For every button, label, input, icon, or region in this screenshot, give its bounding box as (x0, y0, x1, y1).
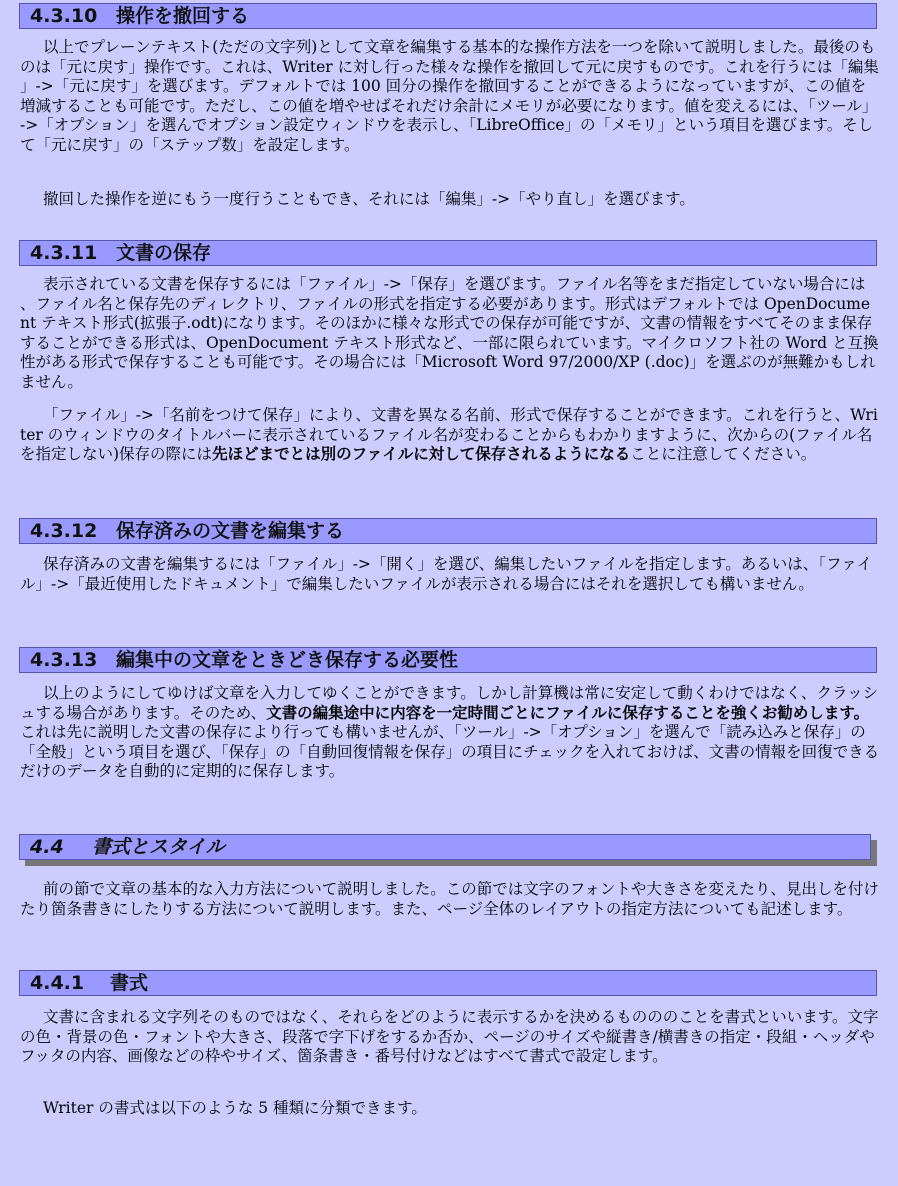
paragraph-autosave-description (20, 684, 880, 782)
paragraph-undo-description: 以上でプレーンテキスト(ただの文字列)として文章を編集する基本的な操作方法を一つを除いて説明しました。最後のものは「元に戻す」操作です。これは、Writer に対し行った様々な操作を撤回して元に戻すものです。これを行うには「編集」->「元に戻す」を選びます。デフォルトでは 100 回分の操作を撤回することができるようになっていますが、この値を増減することも可能です。ただし、この値を増やせばそれだけ余計にメモリが必要になります。値を変えるには、「ツール」->「オプション」を選んでオプション設定ウィンドウを表示し、「LibreOffice」の「メモリ」という項目を選びます。そして「元に戻す」の「ステップ数」を設定します。 (20, 38, 879, 154)
paragraph-format-types: Writer の書式は以下のような 5 種類に分類できます。 (43, 1099, 427, 1117)
heading-title: 操作を撤回する (116, 5, 250, 27)
heading-title: 文書の保存 (116, 242, 212, 264)
paragraph-redo-description: 撤回した操作を逆にもう一度行うこともでき、それには「編集」->「やり直し」を選びます。 (43, 190, 695, 208)
paragraph-format-intro: 前の節で文章の基本的な入力方法について説明しました。この節では文字のフォントや大きさを変えたり、見出しを付けたり箇条書きにしたりする方法について説明します。また、ページ全体のレイアウトの指定方法についても記述します。 (20, 880, 879, 918)
heading-4-4 (19, 834, 871, 860)
save-as-text: 「ファイル」->「名前をつけて保存」により、文書を異なる名前、形式で保存することができます。これを行うと、Writer のウィンドウのタイトルバーに表示されているファイル名が変わることからもわかりますように、次からの(ファイル名を指定しない)保存の際には (20, 406, 878, 464)
heading-4-3-12 (19, 518, 877, 544)
autosave-emphasis: 文書の編集途中に内容を一定時間ごとにファイルに保存することを強くお勧めします。 (266, 703, 870, 722)
save-as-emphasis: 先ほどまでとは別のファイルに対して保存されるようになる (212, 445, 631, 464)
autosave-text: 以上のようにしてゆけば文章を入力してゆくことができます。しかし計算機は常に安定して動くわけではなく、クラッシュする場合があります。そのため、 (20, 684, 879, 722)
heading-4-3-13 (19, 647, 877, 673)
heading-number: 4.3.11 (30, 242, 98, 264)
heading-number: 4.3.10 (30, 5, 98, 27)
heading-title: 書式 (110, 972, 149, 994)
heading-4-3-10 (19, 3, 877, 29)
heading-number: 4.3.13 (30, 649, 98, 671)
save-as-text-end: ことに注意してください。 (630, 445, 817, 464)
heading-number: 4.4.1 (30, 972, 85, 994)
heading-title: 保存済みの文書を編集する (116, 520, 345, 542)
heading-title: 書式とスタイル (92, 836, 225, 858)
paragraph-format-definition: 文書に含まれる文字列そのものではなく、それらをどのように表示するかを決めるものののことを書式といいます。文字の色・背景の色・フォントや大きさ、段落で字下げをするか否か、ページのサイズや縦書き/横書きの指定・段組・ヘッダやフッタの内容、画像などの枠やサイズ、箇条書き・番号付けなどはすべて書式で設定します。 (20, 1008, 879, 1066)
heading-title: 編集中の文章をときどき保存する必要性 (116, 649, 459, 671)
paragraph-save-as-description (20, 406, 880, 465)
paragraph-save-description: 表示されている文書を保存するには「ファイル」->「保存」を選びます。ファイル名等をまだ指定していない場合には、ファイル名と保存先のディレクトリ、ファイルの形式を指定する必要があります。形式はデフォルトでは OpenDocument テキスト形式(拡張子.odt)になります。そのほかに様々な形式での保存が可能ですが、文書の情報をすべてそのまま保存することができる形式は、OpenDocument テキスト形式など、一部に限られています。マイクロソフト社の Word と互換性がある形式で保存することも可能です。その場合には「Microsoft Word 97/2000/XP (.doc)」を選ぶのが無難かもしれません。 (20, 275, 879, 391)
heading-number: 4.4 (30, 836, 64, 858)
heading-number: 4.3.12 (30, 520, 98, 542)
heading-4-4-1 (19, 970, 877, 996)
paragraph-open-description: 保存済みの文書を編集するには「ファイル」->「開く」を選び、編集したいファイルを指定します。あるいは、「ファイル」->「最近使用したドキュメント」で編集したいファイルが表示される場合にはそれを選択しても構いません。 (20, 555, 873, 593)
heading-4-3-11 (19, 240, 877, 266)
autosave-text-end: これは先に説明した文書の保存により行っても構いませんが、「ツール」->「オプション」を選んで「読み込みと保存」の「全般」という項目を選び、「保存」の「自動回復情報を保存」の項目にチェックを入れておけば、文書の情報を回復できるだけのデータを自動的に定期的に保存します。 (20, 723, 880, 781)
